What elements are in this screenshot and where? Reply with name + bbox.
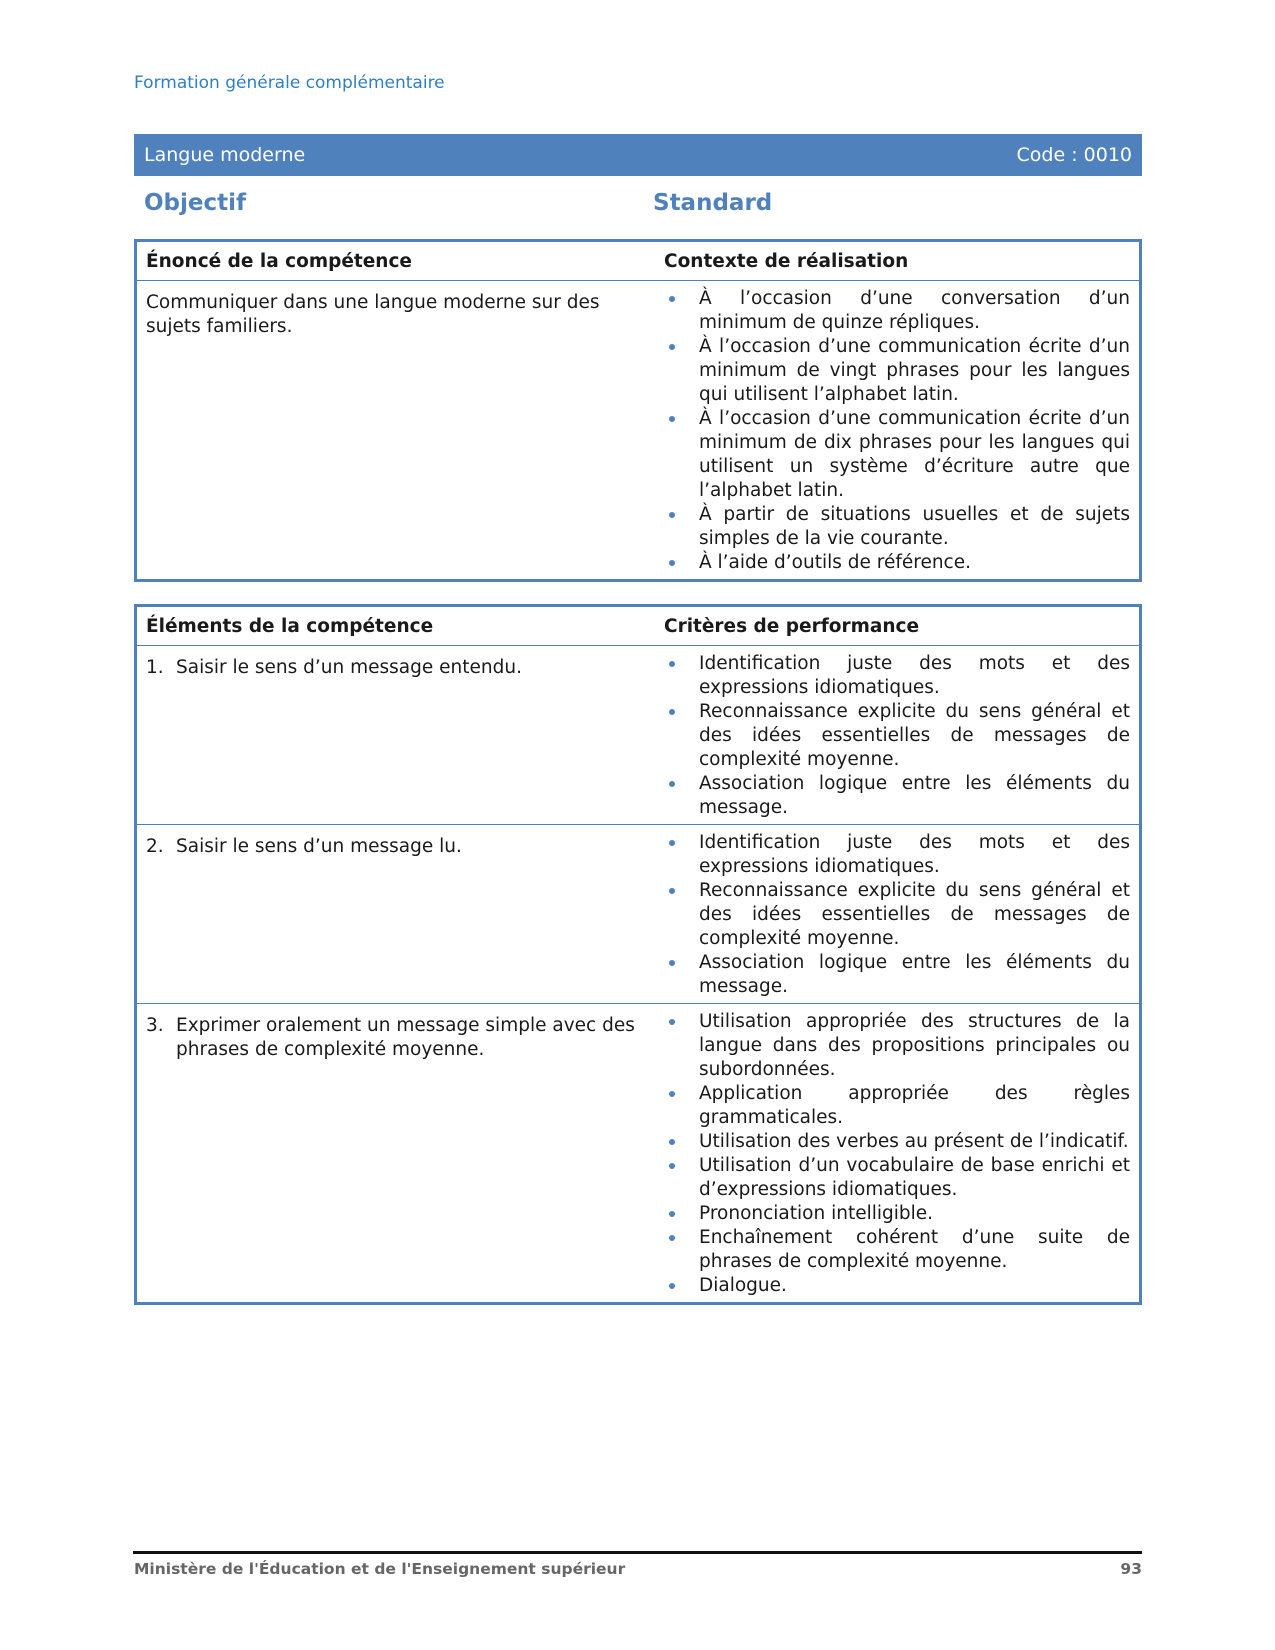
page-number: 93 bbox=[1120, 1560, 1142, 1578]
bullet-item: Dialogue. bbox=[664, 1274, 1130, 1298]
element-row bbox=[136, 1004, 1141, 1304]
col-header-enonce: Énoncé de la compétence bbox=[136, 241, 656, 281]
bullet-item: Utilisation des verbes au présent de l’indicatif. bbox=[664, 1130, 1130, 1154]
element-text: Saisir le sens d’un message lu. bbox=[176, 836, 462, 857]
col-header-contexte: Contexte de réalisation bbox=[655, 241, 1141, 281]
footer-rule bbox=[133, 1551, 1142, 1554]
element-number: 1. bbox=[146, 657, 164, 678]
running-head: Formation générale complémentaire bbox=[134, 73, 445, 93]
col-header-elements: Éléments de la compétence bbox=[136, 606, 656, 646]
element-text: Saisir le sens d’un message entendu. bbox=[176, 657, 522, 678]
bullet-item: À partir de situations usuelles et de sujets simples de la vie courante. bbox=[664, 503, 1130, 551]
contexte-list bbox=[664, 287, 1130, 575]
element-row bbox=[136, 646, 1141, 825]
bullet-item: Association logique entre les éléments du message. bbox=[664, 772, 1130, 820]
heading-standard: Standard bbox=[653, 190, 773, 216]
col-header-criteres: Critères de performance bbox=[655, 606, 1141, 646]
bullet-item: Application appropriée des règles grammaticales. bbox=[664, 1082, 1130, 1130]
bullet-item: À l’occasion d’une communication écrite d’un minimum de dix phrases pour les langues qui utilisent un système d’écriture autre que l’alphabet latin. bbox=[664, 407, 1130, 503]
bullet-item: À l’occasion d’une conversation d’un minimum de quinze répliques. bbox=[664, 287, 1130, 335]
bullet-item: Utilisation d’un vocabulaire de base enrichi et d’expressions idiomatiques. bbox=[664, 1154, 1130, 1202]
course-band bbox=[134, 134, 1142, 176]
bullet-item: Prononciation intelligible. bbox=[664, 1202, 1130, 1226]
element-number: 3. bbox=[146, 1015, 164, 1036]
element-number: 2. bbox=[146, 836, 164, 857]
heading-objectif: Objectif bbox=[144, 190, 247, 216]
footer-ministry: Ministère de l'Éducation et de l'Enseignement supérieur bbox=[134, 1560, 626, 1578]
bullet-item: Identification juste des mots et des expressions idiomatiques. bbox=[664, 652, 1130, 700]
bullet-item: Association logique entre les éléments du message. bbox=[664, 951, 1130, 999]
element-text: Exprimer oralement un message simple avec des phrases de complexité moyenne. bbox=[176, 1015, 635, 1060]
course-title: Langue moderne bbox=[144, 144, 306, 166]
enonce-text: Communiquer dans une langue moderne sur des sujets familiers. bbox=[146, 292, 600, 337]
elements-table bbox=[134, 604, 1142, 1305]
element-row bbox=[136, 825, 1141, 1004]
bullet-item: Utilisation appropriée des structures de la langue dans des propositions principales ou subordonnées. bbox=[664, 1010, 1130, 1082]
footer bbox=[134, 1560, 1142, 1578]
bullet-item: À l’occasion d’une communication écrite d’un minimum de vingt phrases pour les langues qui utilisent l’alphabet latin. bbox=[664, 335, 1130, 407]
bullet-item: Reconnaissance explicite du sens général et des idées essentielles de messages de complexité moyenne. bbox=[664, 879, 1130, 951]
course-code: Code : 0010 bbox=[1016, 144, 1132, 166]
criteres-list bbox=[664, 1010, 1130, 1298]
enonce-table bbox=[134, 239, 1142, 582]
bullet-item: Identification juste des mots et des expressions idiomatiques. bbox=[664, 831, 1130, 879]
bullet-item: Reconnaissance explicite du sens général et des idées essentielles de messages de complexité moyenne. bbox=[664, 700, 1130, 772]
bullet-item: Enchaînement cohérent d’une suite de phrases de complexité moyenne. bbox=[664, 1226, 1130, 1274]
criteres-list bbox=[664, 652, 1130, 820]
bullet-item: À l’aide d’outils de référence. bbox=[664, 551, 1130, 575]
criteres-list bbox=[664, 831, 1130, 999]
